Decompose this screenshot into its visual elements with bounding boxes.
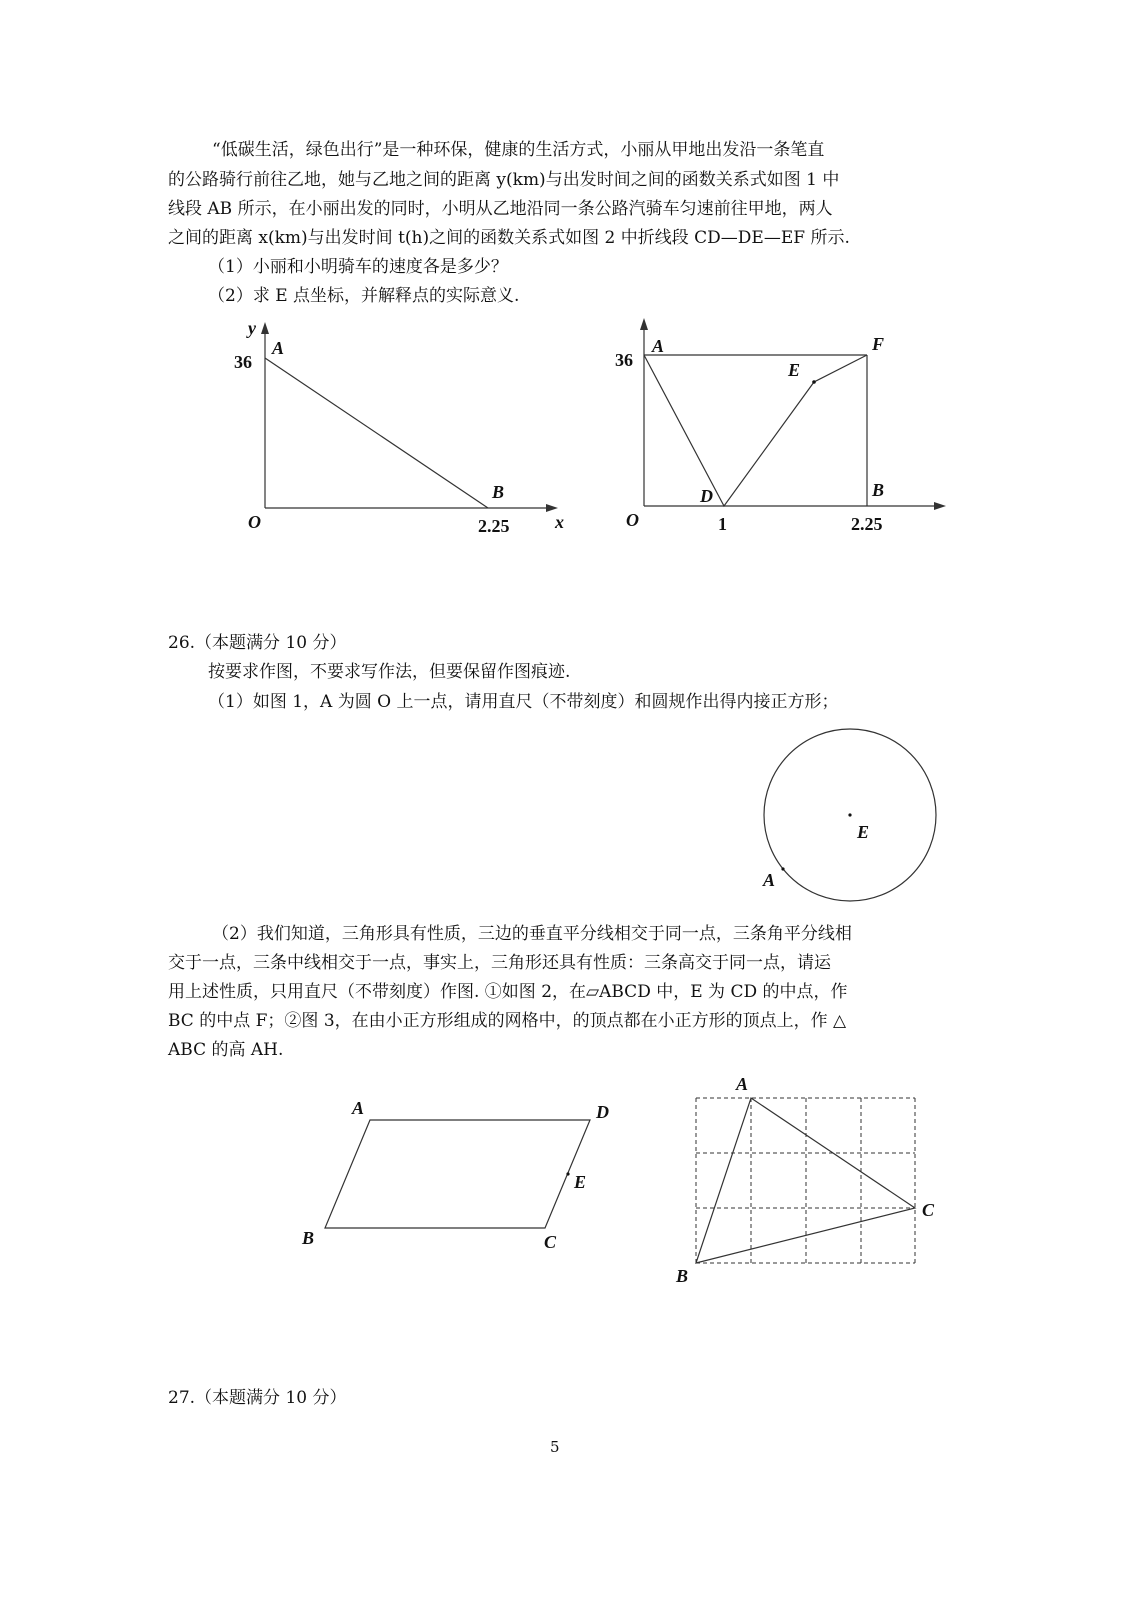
p26-question-1: （1）如图 1，A 为圆 O 上一点，请用直尺（不带刻度）和圆规作出得内接正方形； xyxy=(208,692,839,712)
p25-line-2: 的公路骑行前往乙地，她与乙地之间的距离 y(km)与出发时间之间的函数关系式如图 1 中 xyxy=(168,170,840,190)
fig1-y-label: y xyxy=(248,318,256,338)
p27-header: 27.（本题满分 10 分） xyxy=(168,1388,347,1408)
fig2-point-e: E xyxy=(788,360,801,380)
p26-q2-line-4: BC 的中点 F；②图 3，在由小正方形组成的网格中，的顶点都在小正方形的顶点上，作 △ xyxy=(168,1011,847,1031)
fig2-y-tick: 36 xyxy=(615,350,633,370)
p26-q2-line-1: （2）我们知道，三角形具有性质，三边的垂直平分线相交于同一点，三条角平分线相 xyxy=(212,924,852,944)
fig2-point-d: D xyxy=(700,486,713,506)
fig1-x-tick: 2.25 xyxy=(478,516,510,536)
fig2-point-a: A xyxy=(652,336,665,356)
p25-question-1: （1）小丽和小明骑车的速度各是多少？ xyxy=(208,257,508,277)
p26-header: 26.（本题满分 10 分） xyxy=(168,633,347,653)
p26-q2-line-3: 用上述性质，只用直尺（不带刻度）作图. ①如图 2，在▱ABCD 中，E 为 CD 的中点，作 xyxy=(168,982,848,1002)
grid-label-c: C xyxy=(922,1200,935,1220)
fig2-point-b: B xyxy=(872,480,885,500)
fig2-x-tick-1: 1 xyxy=(718,514,727,534)
p25-question-2: （2）求 E 点坐标，并解释点的实际意义. xyxy=(208,286,520,306)
p25-line-1: “低碳生活，绿色出行”是一种环保，健康的生活方式，小丽从甲地出发沿一条笔直 xyxy=(212,140,825,160)
fig2-origin: O xyxy=(626,510,639,530)
p26-intro: 按要求作图，不要求写作法，但要保留作图痕迹. xyxy=(208,662,571,682)
fig1-y-tick: 36 xyxy=(234,352,252,372)
circle-point-label: A xyxy=(763,870,776,890)
fig1-x-label: x xyxy=(555,512,564,532)
circle-center-label: E xyxy=(857,822,870,842)
parallelogram-label-c: C xyxy=(544,1232,557,1252)
grid-dashed-lines xyxy=(696,1098,915,1263)
page-number: 5 xyxy=(550,1438,560,1456)
p26-q2-line-2: 交于一点，三条中线相交于一点，事实上，三角形还具有性质：三条高交于同一点，请运 xyxy=(168,953,831,973)
fig1-point-b: B xyxy=(492,482,505,502)
fig1-point-a: A xyxy=(272,338,285,358)
parallelogram-label-e: E xyxy=(574,1172,587,1192)
parallelogram-label-b: B xyxy=(302,1228,315,1248)
grid-label-b: B xyxy=(676,1266,689,1286)
parallelogram-label-d: D xyxy=(596,1102,609,1122)
fig1-origin: O xyxy=(248,512,261,532)
grid-label-a: A xyxy=(736,1074,749,1094)
p25-line-4: 之间的距离 x(km)与出发时间 t(h)之间的函数关系式如图 2 中折线段 CD—DE—EF 所示. xyxy=(168,228,850,248)
p25-line-3: 线段 AB 所示，在小丽出发的同时，小明从乙地沿同一条公路汽骑车匀速前往甲地，两人 xyxy=(168,199,833,219)
p26-q2-line-5: ABC 的高 AH. xyxy=(168,1040,284,1060)
fig2-point-f: F xyxy=(872,334,885,354)
fig2-x-tick-2: 2.25 xyxy=(851,514,883,534)
parallelogram-label-a: A xyxy=(352,1098,365,1118)
